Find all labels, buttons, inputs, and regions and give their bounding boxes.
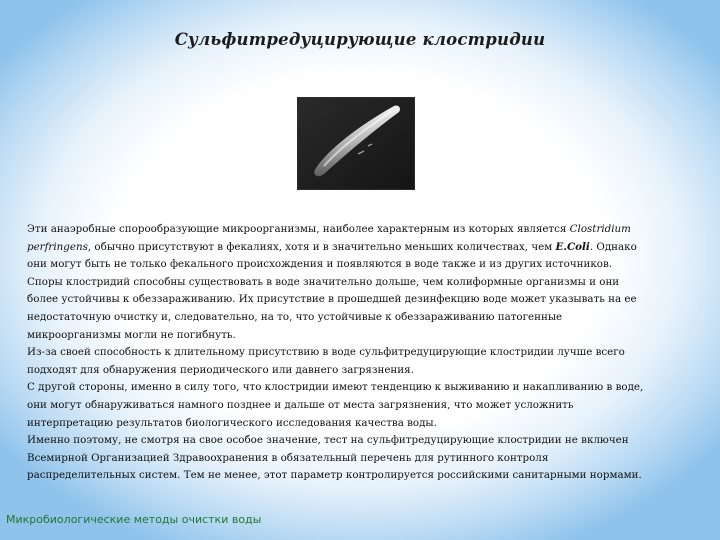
text-line: распределительных систем. Тем не менее, этот параметр контролируется российскими санитарными нормами. [27,469,642,482]
text-line: С другой стороны, именно в силу того, что клостридии имеют тенденцию к выживанию и накапливанию в воде, [27,381,644,394]
text-line: подходят для обнаружения периодического или давнего загрязнения. [27,363,414,376]
microscope-bacterium-icon [298,98,414,189]
text-line: Споры клостридий способны существовать в воде значительно дольше, чем колиформные организмы и они [27,275,620,288]
text-line: более устойчивы к обеззараживанию. Их присутствие в прошедшей дезинфекцию воде может указывать на ее [27,293,637,306]
text-line: микроорганизмы могли не погибнуть. [27,328,236,341]
slide-title: Сульфитредуцирующие клостридии [174,30,546,49]
text-line: Именно поэтому, не смотря на свое особое значение, тест на сульфитредуцирующие клостридии не включен [27,434,629,447]
text-line: Всемирной Организацией Здравоохранения в обязательный перечень для рутинного контроля [27,451,549,464]
description-paragraph [27,221,699,485]
text-line: Из-за своей способность к длительному присутствию в воде сульфитредуцирующие клостридии лучше всего [27,346,625,359]
text-line: они могут обнаруживаться намного позднее и дальше от места загрязнения, что может усложнить [27,398,574,411]
text-line: perfringens, обычно присутствуют в фекалиях, хотя и в значительно меньших количествах, чем E.Coli. Однако [27,240,637,253]
text-line: Эти анаэробные спорообразующие микроорганизмы, наиболее характерным из которых является Clostridium [27,223,631,235]
text-line: недостаточную очистку и, следовательно, на то, что устойчивые к обеззараживанию патогенные [27,310,563,323]
text-line: интерпретацию результатов биологического исследования качества воды. [27,416,437,429]
bacterium-micrograph [297,97,415,190]
text-line: они могут быть не только фекального происхождения и появляются в воде также и из других источников. [27,258,613,271]
slide-footer: Микробиологические методы очистки воды [6,513,262,526]
